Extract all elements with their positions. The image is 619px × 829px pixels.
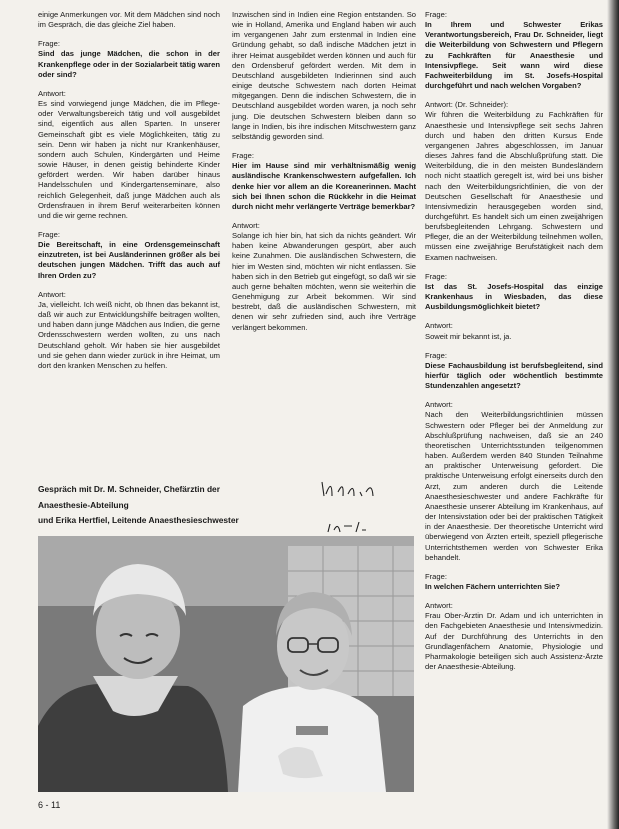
answer-text: Es sind vorwiegend junge Mädchen, die im Pflege- oder Verwaltungsbereich tätig und voll ausgebildet sind, eigentlich aus allen Sparten. In unserer Gemeinschaft gibt es viele Möglichkeiten, tätig zu sein. Denn wir haben ja nicht nur Krankenhäuser, sondern auch Schulen, Kindergärten und Heime sowie Häuser, in denen geistig behinderte Kinder gefördert werden. Wir haben darüber hinaus Handelsschulen und Kindergartenseminare, also reichlich Gelegenheit, daß junge Mädchen auch als Ordensfrauen in ihrem Beruf weiterarbeiten können und die wir gerne rechnen. <box>38 99 220 220</box>
heading-line: Anaesthesie-Abteilung <box>38 499 129 510</box>
page-edge-shadow <box>607 0 619 829</box>
portrait-photo <box>38 536 414 792</box>
question-text: Die Bereitschaft, in eine Ordensgemeinschaft einzutreten, ist bei Ausländerinnen größer als bei deutschen jungen Mädchen. Trifft das auch auf Ihren Orden zu? <box>38 240 220 280</box>
paragraph: Inzwischen sind in Indien eine Region entstanden. So wie in Holland, Amerika und England haben wir auch im vergangenen Jahr zum erstenmal in Indien eine Gründung gehabt, so daß indische Mädchen jetzt in ihrer Heimat ausgebildet werden können und auch für den Ordensberuf gefördert werden. Mit dem in Deutschland ausgebildeten Indierinnen sind auch einige deutsche Schwestern nach dorten Heimat mitgegangen. Denn die indischen Schwestern, die in Deutschland ausgebildet worden waren, ja noch sehr jung. Die deutschen Schwestern bleiben dann so lange in Indien, bis ihre indischen Mitschwestern ganz selbständig geworden sind. <box>232 10 416 141</box>
question-label: Frage: <box>425 10 447 19</box>
answer-text: Frau Ober-Ärztin Dr. Adam und ich unterrichten in den Fachgebieten Anaesthesie und Intensivmedizin. Auf der Durchführung des Unterrichts in den Grundlagenfächern Anatomie, Physiologie und Pharmakologie beteiligen sich auch Assistenz-Ärzte der Anaesthesie-Abteilung. <box>425 611 603 672</box>
question-label: Frage: <box>232 151 254 161</box>
answer-label: Antwort: <box>38 289 66 299</box>
answer-text: Wir führen die Weiterbildung zu Fachkräften für Anaesthesie und Intensivpflege seit sechs Jahren durch und haben den dritten Kursus Ende vergangenen Jahres abgeschlossen, im Januar dieses Jahres fand die Abschlußprüfung statt. Die Weiterbildung, die in den meisten Bundesländern noch nicht staatlich geregelt ist, wird bei uns bisher nach den Weiterbildungsrichtlinien, die von der Deutschen Gesellschaft für Anaesthesie und Intensivmedizin herausgegeben worden sind, durchgeführt. Es handelt sich um einen zweijährigen berufsbegleitenden Lehrgang. Schwestern und Pfleger, die an der Weiterbildung teilnehmen wollen, müssen eine zweijährige Berufstätigkeit nach dem Examen nachweisen. <box>425 110 603 262</box>
answer-text: Solange ich hier bin, hat sich da nichts geändert. Wir haben keine Abwanderungen gespürt, aber auch keine Zunahmen. Die ausländischen Schwestern, die hier im Westen sind, möchten wir nicht entlassen. Sie haben sich in den Betrieb gut eingefügt, so daß wir sie auch gerne behalten möchten, wenn sie weiterhin die Genehmigung zur Arbeit bekommen. Wir sind bestrebt, daß die ausländischen Schwestern, mit denen wir sehr zufrieden sind, auch ihre Verträge verlängert bekommen. <box>232 231 416 332</box>
answer-text: Nach den Weiterbildungsrichtlinien müssen Schwestern oder Pfleger bei der Anmeldung zur Abschlußprüfung nachweisen, daß sie an 240 theoretischen Unterrichtsstunden teilgenommen haben. Außerdem werden 840 Stunden Teilnahme an praktischer Unterweisung gefordert. Die praktische Unterweisung erfolgt einerseits durch den Arzt, zum anderen durch die Leitende Anaesthesieschwester und andere Fachkräfte für Anaesthesie unserer Abteilung im Krankenhaus, auf der Intensivstation oder bei der praktischen Tätigkeit in der Anaesthesie. Der theoretische Unterricht wird überwiegend von Ärzten erteilt, speziell pflegerische Unterrichtsthemen werden von Schwester Erika behandelt. <box>425 410 603 562</box>
answer-label: Antwort: <box>232 220 260 230</box>
question-text: In Ihrem und Schwester Erikas Verantwortungsbereich, Frau Dr. Schneider, liegt die Weiterbildung von Schwestern und Pflegern zu Fachkräften für Anaesthesie und Intensivpflege. Seit wann wird diese Fachweiterbildung im St. Josefs-Hospital durchgeführt und nach welchen Vorgaben? <box>425 20 603 91</box>
heading-line: und Erika Hertfiel, Leitende Anaesthesieschwester <box>38 515 239 526</box>
question-text: Hier im Hause sind mir verhältnismäßig wenig ausländische Krankenschwestern aufgefallen. Ich denke hier vor allem an die Koreanerinnen. Macht sich bei Ihnen schon die Rückkehr in die Heimat durch nicht mehr verlängerte Verträge bemerkbar? <box>232 161 416 211</box>
answer-label: Antwort: (Dr. Schneider): <box>425 100 509 110</box>
question-label: Frage: <box>38 39 60 49</box>
answer-text: Soweit mir bekannt ist, ja. <box>425 331 512 341</box>
heading-line: Gespräch mit Dr. M. Schneider, Chefärztin der <box>38 484 220 494</box>
text-column-3 <box>425 10 603 681</box>
question-text: Ist das St. Josefs-Hospital das einzige Krankenhaus in Wiesbaden, das diese Ausbildungsmöglichkeit bietet? <box>425 281 603 312</box>
question-text: In welchen Fächern unterrichten Sie? <box>425 581 561 591</box>
answer-label: Antwort: <box>425 400 453 410</box>
question-text: Sind das junge Mädchen, die schon in der Krankenpflege oder in der Sozialarbeit tätig waren oder sind? <box>38 49 220 79</box>
paragraph: einige Anmerkungen vor. Mit dem Mädchen sind noch im Gespräch, die das gleiche Ziel haben. <box>38 10 220 30</box>
answer-label: Antwort: <box>38 88 66 98</box>
question-text: Diese Fachausbildung ist berufsbegleitend, sind hierfür täglich oder wöchentlich bestimmte Stundenzahlen angesetzt? <box>425 360 603 391</box>
text-column-2 <box>232 10 416 342</box>
question-label: Frage: <box>425 571 447 581</box>
question-label: Frage: <box>425 350 447 360</box>
answer-text: Ja, vielleicht. Ich weiß nicht, ob Ihnen das bekannt ist, daß wir auch zur Entwicklungshilfe beitragen wollten, und haben dann junge Mädchen aus Indien, die gerne Ordensschwestern werden wollten, zu uns nach Deutschland geholt. Wir haben sie hier ausgebildet und sie gehen dann wieder zurück in ihre Heimat, um dort den kranken Menschen zu helfen. <box>38 299 220 370</box>
page-number: 6 - 11 <box>38 800 61 810</box>
photo-illustration <box>38 536 414 792</box>
question-label: Frage: <box>38 229 60 239</box>
question-label: Frage: <box>425 271 447 281</box>
handwritten-signature <box>318 474 398 544</box>
answer-label: Antwort: <box>425 321 453 331</box>
text-column-1 <box>38 10 220 380</box>
answer-label: Antwort: <box>425 601 453 611</box>
